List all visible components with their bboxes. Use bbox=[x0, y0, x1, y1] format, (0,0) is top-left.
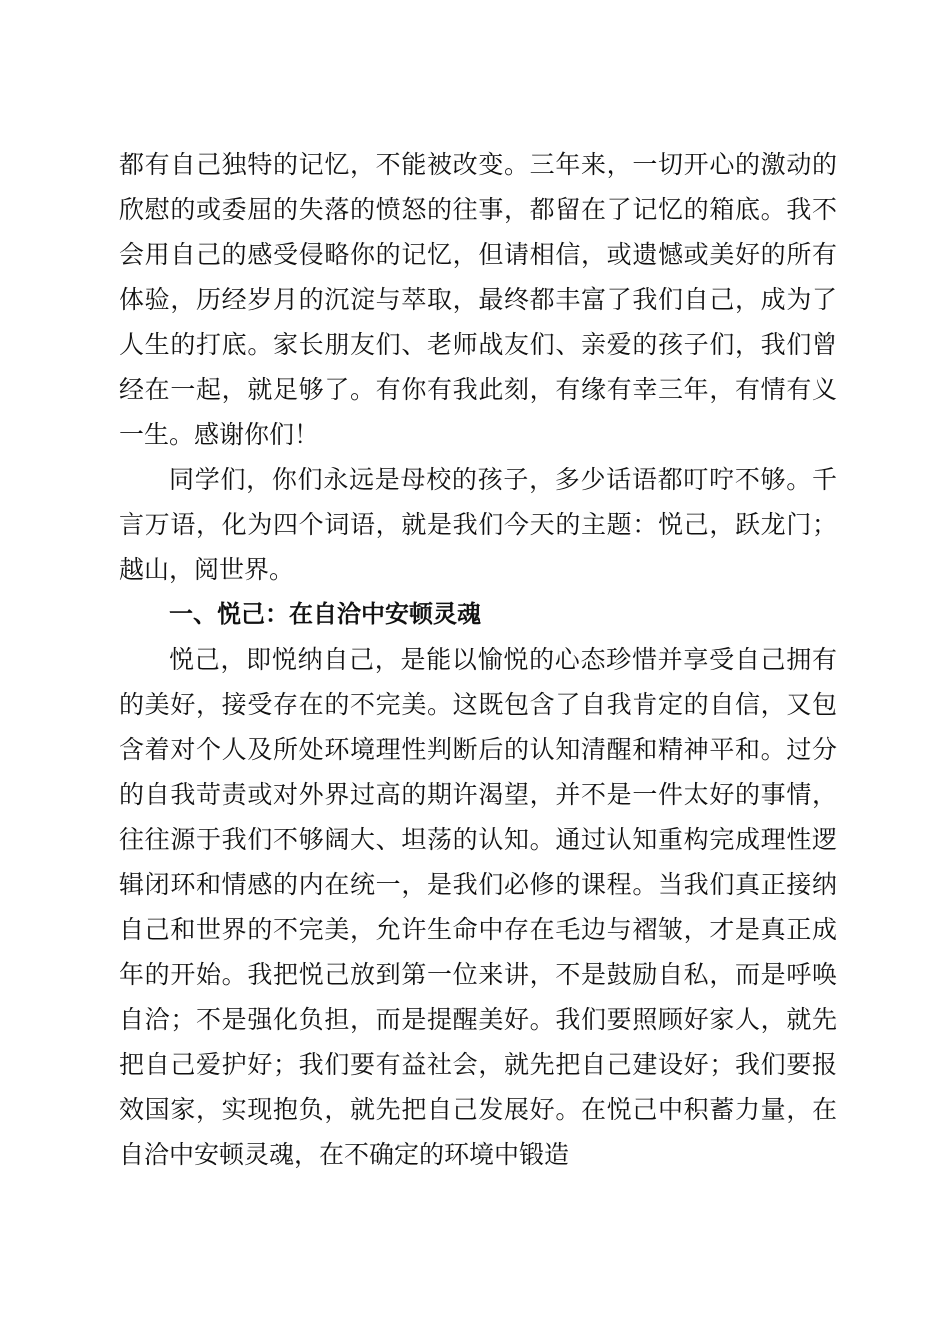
paragraph-theme-intro: 同学们，你们永远是母校的孩子，多少话语都叮咛不够。千言万语，化为四个词语，就是我们今天的主题：悦己，跃龙门；越山，阅世界。 bbox=[119, 465, 837, 584]
document-body bbox=[119, 142, 837, 1177]
paragraph-self-acceptance: 悦己，即悦纳自己，是能以愉悦的心态珍惜并享受自己拥有的美好，接受存在的不完美。这既包含了自我肯定的自信，又包含着对个人及所处环境理性判断后的认知清醒和精神平和。过分的自我苛责或对外界过高的期许渴望，并不是一件太好的事情，往往源于我们不够阔大、坦荡的认知。通过认知重构完成理性逻辑闭环和情感的内在统一，是我们必修的课程。当我们真正接纳自己和世界的不完美，允许生命中存在毛边与褶皱，才是真正成年的开始。我把悦己放到第一位来讲，不是鼓励自私，而是呼唤自洽；不是强化负担，而是提醒美好。我们要照顾好家人，就先把自己爱护好；我们要有益社会，就先把自己建设好；我们要报效国家，实现抱负，就先把自己发展好。在悦己中积蓄力量，在自洽中安顿灵魂，在不确定的环境中锻造 bbox=[119, 645, 837, 1169]
paragraph-continuation: 都有自己独特的记忆，不能被改变。三年来，一切开心的激动的欣慰的或委屈的失落的愤怒的往事，都留在了记忆的箱底。我不会用自己的感受侵略你的记忆，但请相信，或遗憾或美好的所有体验，历经岁月的沉淀与萃取，最终都丰富了我们自己，成为了人生的打底。家长朋友们、老师战友们、亲爱的孩子们，我们曾经在一起，就足够了。有你有我此刻，有缘有幸三年，有情有义一生。感谢你们！ bbox=[119, 150, 837, 449]
section-heading: 一、悦己：在自洽中安顿灵魂 bbox=[169, 600, 481, 628]
